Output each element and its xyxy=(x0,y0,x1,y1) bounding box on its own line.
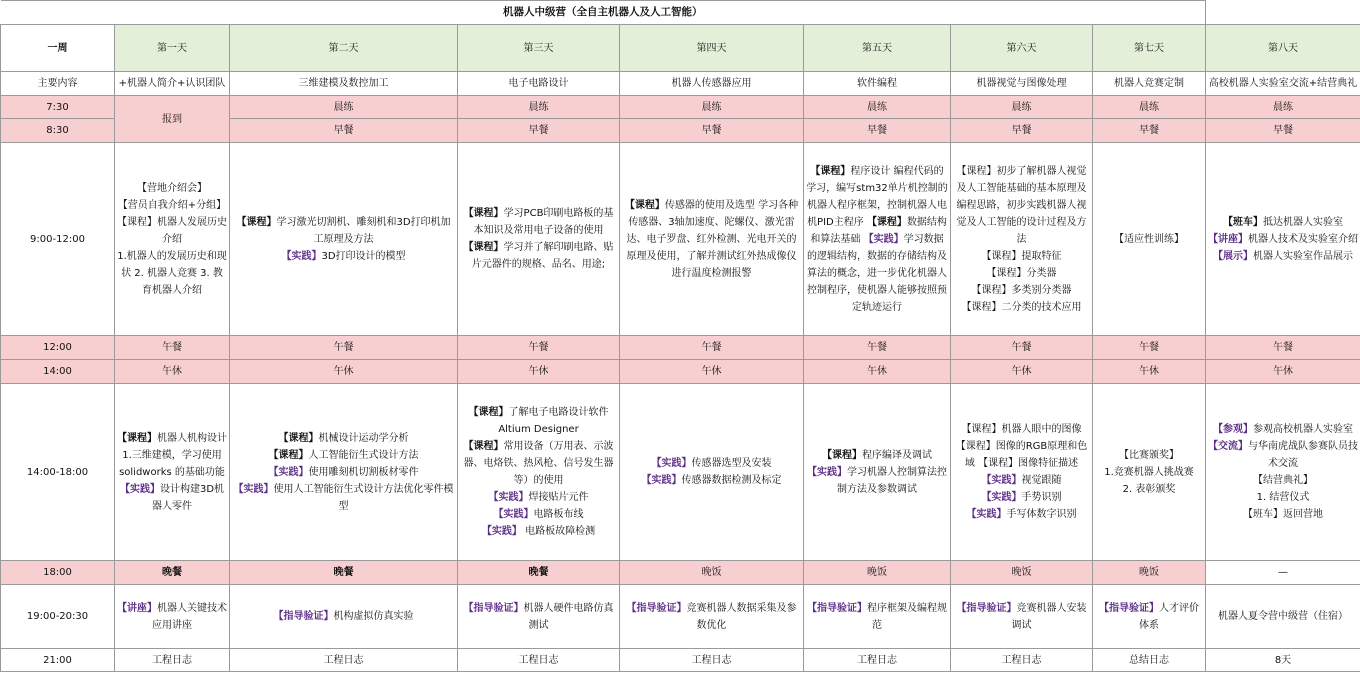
afternoon-day-7 xyxy=(1093,384,1206,561)
engineering-log: 工程日志 xyxy=(458,649,620,672)
text-line: 学习数据的逻辑结构，数据的存储结构及算法的概念，进一步优化机器人控制程序，使机器人能够按照预定轨迹运行 xyxy=(807,233,947,313)
nap: 午休 xyxy=(620,360,804,384)
exhibit-tag: 【展示】 xyxy=(1213,250,1253,262)
course-tag: 【课程】 xyxy=(236,216,277,228)
afternoon-day-1 xyxy=(115,384,230,561)
dinner: 晚饭 xyxy=(1093,561,1206,585)
text-line: 机器人关键技术应用讲座 xyxy=(152,602,227,631)
morning-day-5 xyxy=(804,143,951,336)
breakfast: 早餐 xyxy=(951,119,1093,143)
practice-tag: 【实践】 xyxy=(651,458,692,469)
text-line: 程序编译及调试 xyxy=(862,449,932,461)
text-line: 【课程】分类器 xyxy=(986,267,1057,279)
text-line: 电路板故障检测 xyxy=(521,526,596,537)
text-line: 1.竞赛机器人挑战赛 xyxy=(1104,466,1194,478)
afternoon-day-3 xyxy=(458,384,620,561)
morning-day-6 xyxy=(951,143,1093,336)
text-line: 机械设计运动学分析 xyxy=(318,432,409,444)
evening-day-4 xyxy=(620,585,804,649)
lunch: 午餐 xyxy=(230,336,458,360)
text-line: 机器人实验室作品展示 xyxy=(1253,250,1353,262)
text-line: 【班车】返回营地 xyxy=(1243,509,1323,520)
morning-day-1 xyxy=(115,143,230,336)
afternoon-day-6 xyxy=(951,384,1093,561)
text-line: 学习并了解印刷电路、贴片元器件的规格、品名、用途; xyxy=(471,242,614,270)
practice-tag: 【实践】 xyxy=(966,509,1007,520)
time-1400-1800: 14:00-18:00 xyxy=(1,384,115,561)
engineering-log: 工程日志 xyxy=(804,649,951,672)
text-line: 1. 结营仪式 xyxy=(1256,492,1310,503)
text-line: 程序设计 编程代码的学习，编写stm32单片机控制的机器人程序框架，控制机器人电机PID主程序 xyxy=(806,165,948,228)
title-blank-cell xyxy=(1206,1,1360,25)
text-line: 抵达机器人实验室 xyxy=(1263,216,1343,228)
nap: 午休 xyxy=(230,360,458,384)
nap: 午休 xyxy=(115,360,230,384)
afternoon-day-2 xyxy=(230,384,458,561)
practice-tag: 【实践】 xyxy=(641,475,682,486)
main-content-day-5: 软件编程 xyxy=(804,72,951,96)
course-tag: 【课程】 xyxy=(463,441,504,452)
engineering-log: 工程日志 xyxy=(115,649,230,672)
text-line: 传感器数据检测及标定 xyxy=(681,475,782,486)
evening-day-1 xyxy=(115,585,230,649)
text-line: 3D打印设计的模型 xyxy=(321,250,406,262)
guidance-tag: 【指导验证】 xyxy=(626,602,687,614)
evening-day-3 xyxy=(458,585,620,649)
practice-tag: 【实践】 xyxy=(807,466,847,478)
text-line: 数据结构和算法基础 xyxy=(810,216,947,245)
dinner: 晚餐 xyxy=(458,561,620,585)
lunch: 午餐 xyxy=(804,336,951,360)
course-tag: 【课程】 xyxy=(463,208,504,219)
morning-exercise: 晨练 xyxy=(951,96,1093,119)
nap: 午休 xyxy=(804,360,951,384)
day-header-8: 第八天 xyxy=(1206,25,1360,72)
course-tag: 【课程】 xyxy=(463,242,504,253)
time-0830: 8:30 xyxy=(1,119,115,143)
text-line: 【课程】图像的RGB原理和色域 【课程】图像特征描述 xyxy=(955,441,1088,469)
text-line: 【课程】提取特征 xyxy=(981,250,1062,262)
lunch: 午餐 xyxy=(1206,336,1360,360)
week-label: 一周 xyxy=(1,25,115,72)
engineering-log: 工程日志 xyxy=(620,649,804,672)
day-header-1: 第一天 xyxy=(115,25,230,72)
practice-tag: 【实践】 xyxy=(268,466,309,478)
time-1400: 14:00 xyxy=(1,360,115,384)
lunch: 午餐 xyxy=(951,336,1093,360)
time-1200: 12:00 xyxy=(1,336,115,360)
dinner-none: — xyxy=(1206,561,1360,585)
day-header-4: 第四天 xyxy=(620,25,804,72)
text-line: 常用设备（万用表、示波器、电烙铁、热风枪、信号发生器等）的使用 xyxy=(463,441,614,486)
practice-tag: 【实践】 xyxy=(481,526,522,537)
day-header-6: 第六天 xyxy=(951,25,1093,72)
nap: 午休 xyxy=(1093,360,1206,384)
text-line: 2. 表彰颁奖 xyxy=(1122,483,1176,495)
practice-tag: 【实践】 xyxy=(863,233,904,245)
text-line: 人工智能衍生式设计方法 xyxy=(308,449,419,461)
course-tag: 【课程】 xyxy=(810,165,851,177)
bus-tag: 【班车】 xyxy=(1223,216,1263,228)
course-tag: 【课程】 xyxy=(822,449,862,461)
text-line: 1.机器人的发展历史和现状 2. 机器人竞赛 3. 教育机器人介绍 xyxy=(117,250,227,296)
evening-day-5 xyxy=(804,585,951,649)
morning-day-4 xyxy=(620,143,804,336)
nap: 午休 xyxy=(951,360,1093,384)
summary-log: 总结日志 xyxy=(1093,649,1206,672)
breakfast: 早餐 xyxy=(620,119,804,143)
dinner: 晚餐 xyxy=(115,561,230,585)
nap: 午休 xyxy=(458,360,620,384)
day-header-5: 第五天 xyxy=(804,25,951,72)
engineering-log: 工程日志 xyxy=(951,649,1093,672)
text-line: 【课程】多类别分类器 xyxy=(971,284,1072,296)
breakfast: 早餐 xyxy=(804,119,951,143)
text-line: 传感器的使用及选型 学习各种传感器、3轴加速度、陀螺仪、激光雷达、电子罗盘、红外检测、光电开关的原理及使用，了解并测试红外热成像仪进行温度检测报警 xyxy=(626,199,799,279)
morning-exercise: 晨练 xyxy=(620,96,804,119)
morning-exercise: 晨练 xyxy=(458,96,620,119)
text-line: 使用雕刻机切割板材零件 xyxy=(308,466,419,478)
text-line: 【课程】机器人发展历史介绍 xyxy=(117,216,227,245)
breakfast: 早餐 xyxy=(1206,119,1360,143)
evening-day-2 xyxy=(230,585,458,649)
afternoon-day-5 xyxy=(804,384,951,561)
evening-day-7 xyxy=(1093,585,1206,649)
practice-tag: 【实践】 xyxy=(493,509,534,520)
lecture-tag: 【讲座】 xyxy=(117,602,157,614)
dinner: 晚饭 xyxy=(620,561,804,585)
text-line: 视觉跟随 xyxy=(1021,475,1062,486)
text-line: 人才评价体系 xyxy=(1139,602,1199,631)
total-days: 8天 xyxy=(1206,649,1360,672)
text-line: 【营员自我介绍+分组】 xyxy=(117,199,227,211)
afternoon-day-4 xyxy=(620,384,804,561)
guidance-tag: 【指导验证】 xyxy=(807,602,867,614)
exchange-tag: 【交流】 xyxy=(1208,441,1248,452)
text-line: 学习机器人控制算法控制方法及参数调试 xyxy=(837,466,947,495)
text-line: 设计构建3D机器人零件 xyxy=(152,483,225,512)
practice-tag: 【实践】 xyxy=(281,250,322,262)
main-content-day-8: 高校机器人实验室交流+结营典礼 xyxy=(1206,72,1360,96)
course-tag: 【课程】 xyxy=(268,449,309,461)
practice-tag: 【实践】 xyxy=(233,483,274,495)
main-content-label: 主要内容 xyxy=(1,72,115,96)
time-1800: 18:00 xyxy=(1,561,115,585)
time-0900-1200: 9:00-12:00 xyxy=(1,143,115,336)
lunch: 午餐 xyxy=(115,336,230,360)
morning-exercise: 晨练 xyxy=(1206,96,1360,119)
practice-tag: 【实践】 xyxy=(119,483,160,495)
evening-day-8: 机器人夏令营中级营（住宿） xyxy=(1206,585,1360,649)
time-1900-2030: 19:00-20:30 xyxy=(1,585,115,649)
time-2100: 21:00 xyxy=(1,649,115,672)
text-line: 程序框架及编程规范 xyxy=(867,602,947,631)
lunch: 午餐 xyxy=(620,336,804,360)
day-header-2: 第二天 xyxy=(230,25,458,72)
nap: 午休 xyxy=(1206,360,1360,384)
main-content-day-1: +机器人简介+认识团队 xyxy=(115,72,230,96)
text-line: 竞赛机器人安装调试 xyxy=(1011,602,1087,631)
day-header-3: 第三天 xyxy=(458,25,620,72)
text-line: 使用人工智能衍生式设计方法优化零件模型 xyxy=(273,483,454,512)
course-tag: 【课程】 xyxy=(624,199,665,211)
course-tag: 【课程】 xyxy=(866,216,907,228)
lunch: 午餐 xyxy=(458,336,620,360)
text-line: 【课程】机器人眼中的图像 xyxy=(961,424,1082,435)
visit-tag: 【参观】 xyxy=(1213,424,1253,435)
guidance-tag: 【指导验证】 xyxy=(1099,602,1159,614)
text-line: 手写体数字识别 xyxy=(1006,509,1077,520)
text-line: 学习PCB印刷电路板的基本知识及常用电子设备的使用 xyxy=(473,208,614,236)
morning-exercise: 晨练 xyxy=(804,96,951,119)
breakfast: 早餐 xyxy=(1093,119,1206,143)
morning-day-3 xyxy=(458,143,620,336)
dinner: 晚饭 xyxy=(804,561,951,585)
text-line: 【课程】初步了解机器人视觉及人工智能基础的基本原理及编程思路，初步实践机器人视觉及人工智能的设计过程及方法 xyxy=(956,165,1087,245)
afternoon-day-8 xyxy=(1206,384,1360,561)
text-line: 机器人硬件电路仿真测试 xyxy=(523,602,614,631)
morning-day-2 xyxy=(230,143,458,336)
text-line: 了解电子电路设计软件Altium Designer xyxy=(498,407,609,435)
course-tag: 【课程】 xyxy=(117,432,157,444)
text-line: 与华南虎战队参赛队员技术交流 xyxy=(1248,441,1358,469)
engineering-log: 工程日志 xyxy=(230,649,458,672)
text-line: 【比赛颁奖】 xyxy=(1119,449,1179,461)
dinner: 晚餐 xyxy=(230,561,458,585)
text-line: 学习激光切割机、雕刻机和3D打印机加工原理及方法 xyxy=(276,216,451,245)
morning-exercise: 晨练 xyxy=(1093,96,1206,119)
practice-tag: 【实践】 xyxy=(981,492,1022,503)
text-line: 机器人机构设计 1.三维建模，学习使用solidworks 的基础功能 xyxy=(119,432,227,478)
practice-tag: 【实践】 xyxy=(488,492,529,503)
text-line: 焊接贴片元件 xyxy=(528,492,589,503)
guidance-tag: 【指导验证】 xyxy=(273,611,334,622)
main-content-day-4: 机器人传感器应用 xyxy=(620,72,804,96)
text-line: 【课程】二分类的技术应用 xyxy=(961,301,1082,313)
course-tag: 【课程】 xyxy=(278,432,319,444)
morning-day-8 xyxy=(1206,143,1360,336)
lunch: 午餐 xyxy=(1093,336,1206,360)
main-content-day-3: 电子电路设计 xyxy=(458,72,620,96)
morning-day-7: 【适应性训练】 xyxy=(1093,143,1206,336)
schedule-title: 机器人中级营（全自主机器人及人工智能） xyxy=(1,1,1206,25)
checkin-cell: 报到 xyxy=(115,96,230,143)
breakfast: 早餐 xyxy=(458,119,620,143)
text-line: 竞赛机器人数据采集及参数优化 xyxy=(686,602,797,631)
text-line: 电路板布线 xyxy=(533,509,584,520)
main-content-day-6: 机器视觉与图像处理 xyxy=(951,72,1093,96)
text-line: 【结营典礼】 xyxy=(1253,475,1313,486)
practice-tag: 【实践】 xyxy=(981,475,1022,486)
text-line: 机构虚拟仿真实验 xyxy=(333,611,414,622)
guidance-tag: 【指导验证】 xyxy=(956,602,1017,614)
lecture-tag: 【讲座】 xyxy=(1208,233,1248,245)
main-content-day-2: 三维建模及数控加工 xyxy=(230,72,458,96)
morning-exercise: 晨练 xyxy=(230,96,458,119)
text-line: 手势识别 xyxy=(1021,492,1062,503)
text-line: 【营地介绍会】 xyxy=(137,182,207,194)
main-content-day-7: 机器人竞赛定制 xyxy=(1093,72,1206,96)
day-header-7: 第七天 xyxy=(1093,25,1206,72)
course-tag: 【课程】 xyxy=(468,407,509,418)
evening-day-6 xyxy=(951,585,1093,649)
time-0730: 7:30 xyxy=(1,96,115,119)
text-line: 传感器选型及安装 xyxy=(691,458,772,469)
text-line: 参观高校机器人实验室 xyxy=(1253,424,1353,435)
guidance-tag: 【指导验证】 xyxy=(463,602,524,614)
dinner: 晚饭 xyxy=(951,561,1093,585)
text-line: 机器人技术及实验室介绍 xyxy=(1248,233,1358,245)
breakfast: 早餐 xyxy=(230,119,458,143)
